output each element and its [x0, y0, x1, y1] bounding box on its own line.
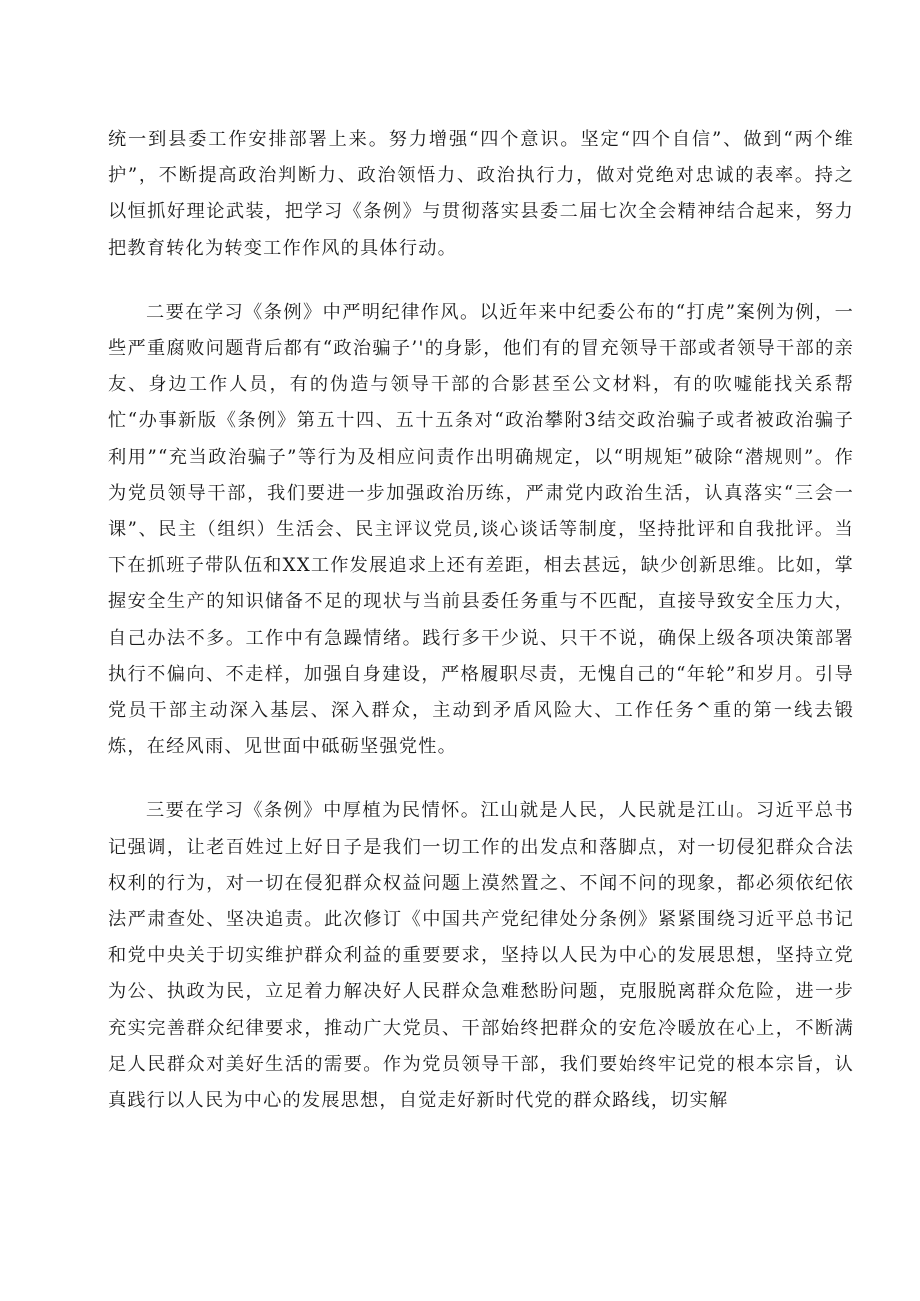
paragraph-people: 三要在学习《条例》中厚植为民情怀。江山就是人民，人民就是江山。习近平总书记强调，让老百姓过上好日子是我们一切工作的出发点和落脚点，对一切侵犯群众合法权利的行为，对一切在侵犯群众权益问题上漠然置之、不闻不问的现象，都必须依纪依法严肃查处、坚决追责。此次修订《中国共产党纪律处分条例》紧紧围绕习近平总书记和党中央关于切实维护群众利益的重要要求，坚持以人民为中心的发展思想，坚持立党为公、执政为民，立足着力解决好人民群众急难愁盼问题，克服脱离群众危险，进一步充实完善群众纪律要求，推动广大党员、干部始终把群众的安危冷暖放在心上，不断满足人民群众对美好生活的需要。作为党员领导干部，我们要始终牢记党的根本宗旨，认真践行以人民为中心的发展思想，自觉走好新时代党的群众路线，切实解 [108, 800, 854, 1112]
paragraph-discipline: 二要在学习《条例》中严明纪律作风。以近年来中纪委公布的“打虎”案例为例，一些严重腐败问题背后都有“政治骗子’'的身影，他们有的冒充领导干部或者领导干部的亲友、身边工作人员，有的伪造与领导干部的合影甚至公文材料，有的吹嘘能找关系帮忙“办事新版《条例》第五十四、五十五条对“政治攀附3结交政治骗子或者被政治骗子利用”“充当政治骗子”等行为及相应问责作出明确规定，以“明规矩”破除“潜规则”。作为党员领导干部，我们要进一步加强政治历练，严肃党内政治生活，认真落实“三会一课”、民主（组织）生活会、民主评议党员,谈心谈话等制度，坚持批评和自我批评。当下在抓班子带队伍和XX工作发展追求上还有差距，相去甚远，缺少创新思维。比如，掌握安全生产的知识储备不足的现状与当前县委任务重与不匹配，直接导致安全压力大，自己办法不多。工作中有急躁情绪。践行多干少说、只干不说，确保上级各项决策部署执行不偏向、不走样，加强自身建设，严格履职尽责，无愧自己的“年轮”和岁月。引导党员干部主动深入基层、深入群众，主动到矛盾风险大、工作任务^重的第一线去锻炼，在经风雨、见世面中砥砺坚强党性。 [108, 301, 854, 758]
paragraph-continuation: 统一到县委工作安排部署上来。努力增强“四个意识。坚定“四个自信”、做到“两个维护”，不断提高政治判断力、政治领悟力、政治执行力，做对党绝对忠诚的表率。持之以恒抓好理论武装，把学习《条例》与贯彻落实县委二届七次全会精神结合起来，努力把教育转化为转变工作作风的具体行动。 [108, 129, 854, 259]
